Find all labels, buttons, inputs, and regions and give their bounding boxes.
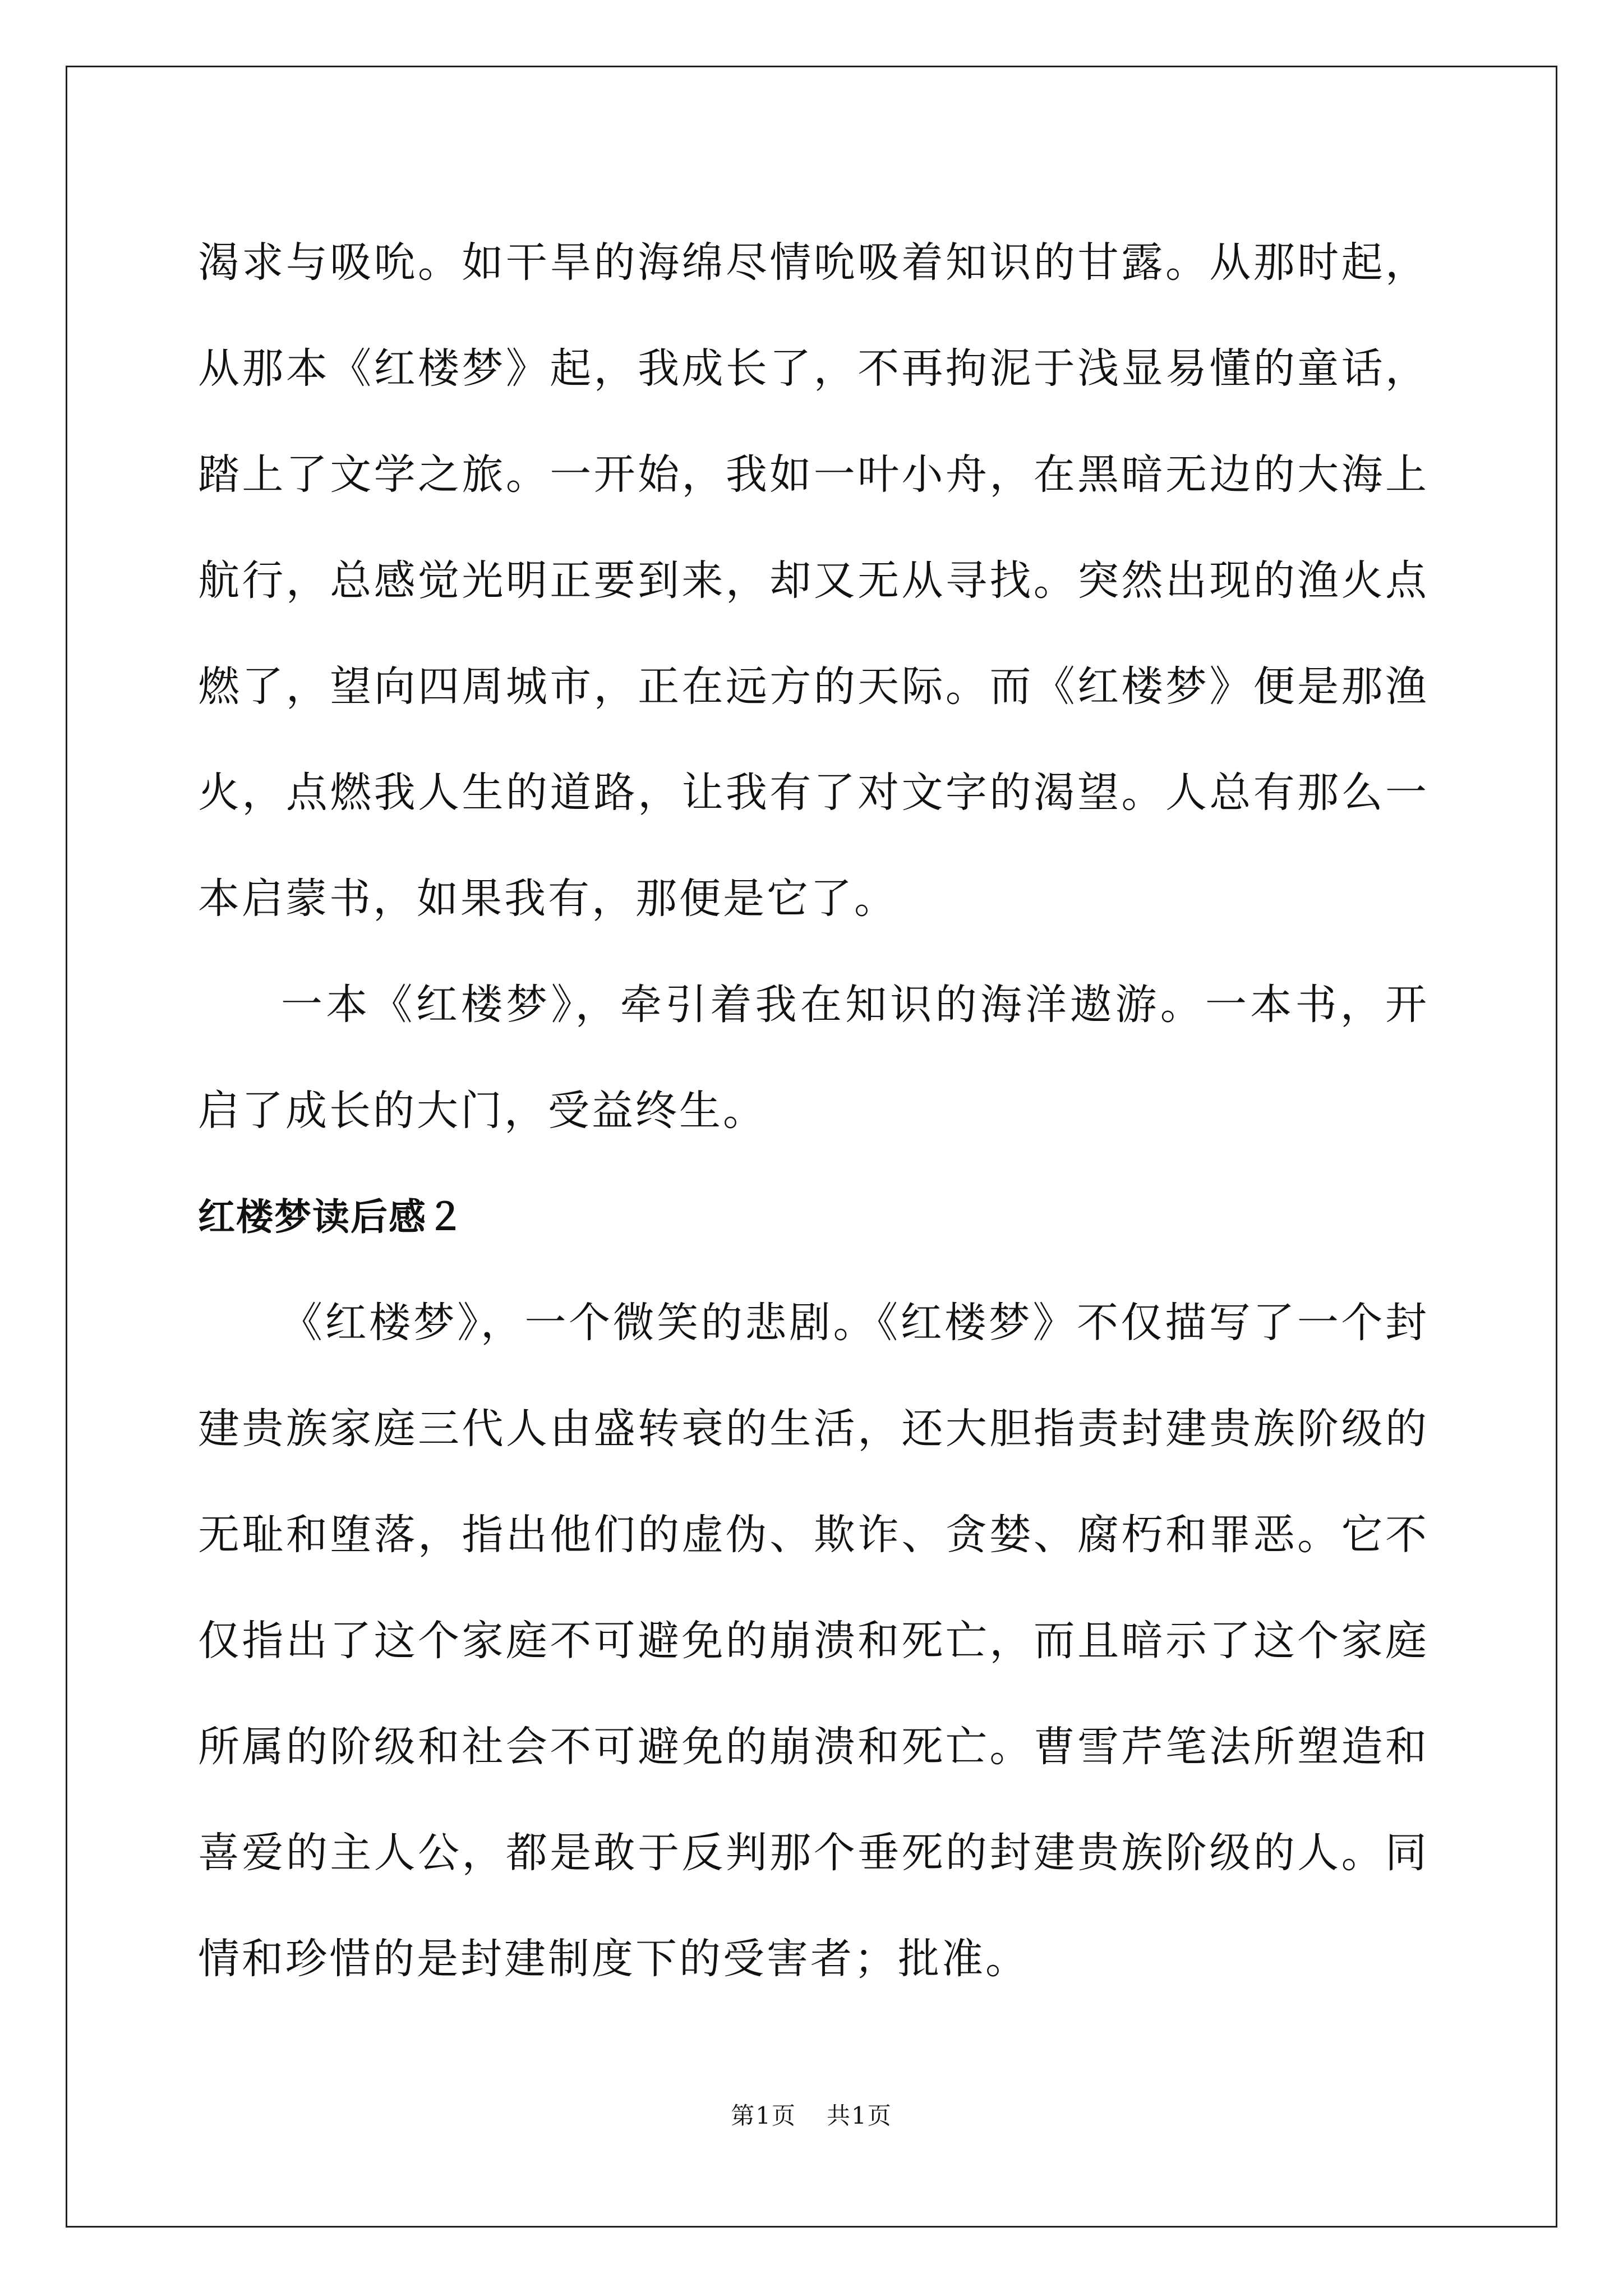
page-total: 共1页 (827, 2102, 892, 2129)
paragraph-3: 《红楼梦》，一个微笑的悲剧。《红楼梦》不仅描写了一个封建贵族家庭三代人由盛转衰的生活，还大胆指责封建贵族阶级的无耻和堕落，指出他们的虚伪、欺诈、贪婪、腐朽和罪恶。它不仅指出了这个家庭不可避免的崩溃和死亡，而且暗示了这个家庭所属的阶级和社会不可避免的崩溃和死亡。曹雪芹笔法所塑造和喜爱的主人公，都是敢于反判那个垂死的封建贵族阶级的人。同情和珍惜的是封建制度下的受害者；批准。 (198, 1299, 1429, 1983)
page-number: 第1页 (731, 2102, 796, 2129)
page-footer (0, 2099, 1623, 2133)
paragraph-2: 一本《红楼梦》，牵引着我在知识的海洋遨游。一本书，开启了成长的大门，受益终生。 (198, 981, 1429, 1135)
document-body (198, 210, 1429, 2012)
paragraph-1: 渴求与吸吮。如干旱的海绵尽情吮吸着知识的甘露。从那时起，从那本《红楼梦》起，我成长了，不再拘泥于浅显易懂的童话，踏上了文学之旅。一开始，我如一叶小舟，在黑暗无边的大海上航行，总感觉光明正要到来，却又无从寻找。突然出现的渔火点燃了，望向四周城市，正在远方的天际。而《红楼梦》便是那渔火，点燃我人生的道路，让我有了对文字的渴望。人总有那么一本启蒙书，如果我有，那便是它了。 (198, 238, 1429, 923)
section-title: 红楼梦读后感２ (198, 1195, 465, 1239)
